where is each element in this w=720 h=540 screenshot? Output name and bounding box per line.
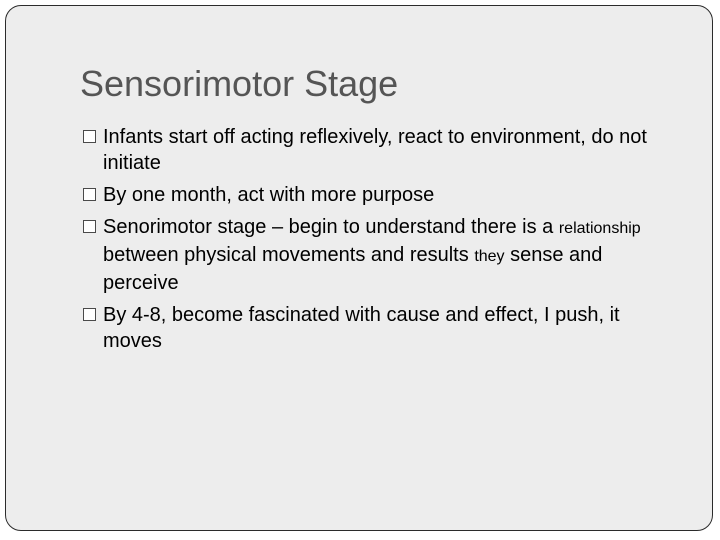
bullet-item-3 — [80, 214, 680, 296]
bullet-text-3-part3: between physical movements and results — [103, 244, 475, 266]
bullet-text-4: By 4-8, become fascinated with cause and effect, I push, it moves — [103, 304, 620, 352]
bullet-item-2 — [80, 182, 680, 208]
bullet-text-2: By one month, act with more purpose — [103, 184, 435, 206]
bullet-text-3-part5: sense and perceive — [103, 244, 603, 294]
slide-title: Sensorimotor Stage — [80, 63, 399, 104]
checkbox-square-icon — [83, 188, 96, 201]
bullet-list — [80, 124, 680, 360]
bullet-item-4 — [80, 302, 680, 354]
bullet-text-1: Infants start off acting reflexively, react to environment, do not initiate — [103, 126, 647, 174]
bullet-item-1 — [80, 124, 680, 176]
bullet-text-3-part1: Senorimotor stage – begin to understand there is a — [103, 216, 559, 238]
slide — [5, 5, 713, 531]
checkbox-square-icon — [83, 308, 96, 321]
bullet-text-3-part2: relationship — [558, 220, 641, 237]
checkbox-square-icon — [83, 130, 96, 143]
bullet-text-3-part4: they — [474, 248, 505, 265]
checkbox-square-icon — [83, 220, 96, 233]
